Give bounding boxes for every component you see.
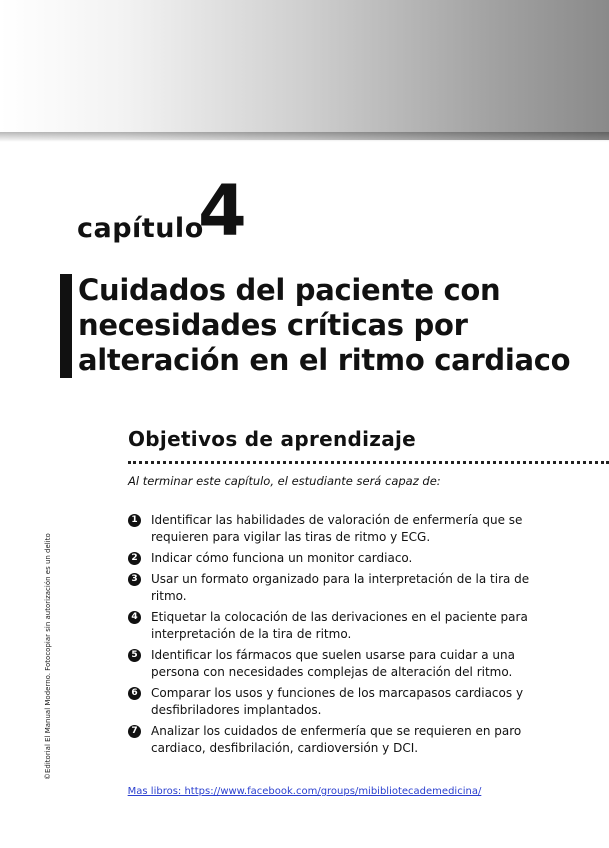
chapter-title-line-2: necesidades críticas por (78, 308, 468, 342)
footer-link[interactable]: Mas libros: https://www.facebook.com/groups/mibibliotecademedicina/ (127, 786, 482, 797)
objective-text: Comparar los usos y funciones de los marcapasos cardiacos y desfibriladores implantados. (151, 686, 524, 717)
top-gradient-band (0, 0, 609, 140)
number-badge-icon: 6 (128, 687, 141, 700)
number-badge-icon: 5 (128, 649, 141, 662)
number-badge-icon: 7 (128, 725, 141, 738)
number-badge-icon: 4 (128, 611, 141, 624)
number-badge-icon: 1 (128, 514, 141, 527)
objectives-list (128, 512, 558, 761)
objective-text: Usar un formato organizado para la interpretación de la tira de ritmo. (151, 572, 530, 603)
dotted-divider (128, 461, 609, 464)
objective-item (128, 609, 558, 643)
chapter-number: 4 (198, 170, 247, 252)
number-badge-icon: 3 (128, 573, 141, 586)
objective-text: Indicar cómo funciona un monitor cardiaco. (151, 551, 413, 565)
objectives-intro: Al terminar este capítulo, el estudiante será capaz de: (128, 474, 441, 488)
objective-text: Identificar las habilidades de valoración de enfermería que se requieren para vigilar las tiras de ritmo y ECG. (151, 513, 523, 544)
objective-text: Etiquetar la colocación de las derivaciones en el paciente para interpretación de la tira de ritmo. (151, 610, 528, 641)
copyright-side-note: ©Editorial El Manual Moderno. Fotocopiar sin autorización es un delito (44, 533, 52, 780)
objective-item (128, 571, 558, 605)
title-accent-bar (60, 274, 72, 378)
objectives-heading: Objetivos de aprendizaje (128, 427, 417, 451)
objective-item (128, 550, 558, 567)
chapter-title (78, 273, 598, 378)
objective-item (128, 685, 558, 719)
objective-item (128, 723, 558, 757)
objective-item (128, 512, 558, 546)
objective-text: Identificar los fármacos que suelen usarse para cuidar a una persona con necesidades complejas de alteración del ritmo. (151, 648, 515, 679)
chapter-title-line-1: Cuidados del paciente con (78, 273, 501, 307)
number-badge-icon: 2 (128, 552, 141, 565)
objective-text: Analizar los cuidados de enfermería que se requieren en paro cardiaco, desfibrilación, cardioversión y DCI. (151, 724, 522, 755)
objective-item (128, 647, 558, 681)
chapter-label: capítulo (77, 213, 204, 244)
chapter-title-line-3: alteración en el ritmo cardiaco (78, 343, 571, 377)
